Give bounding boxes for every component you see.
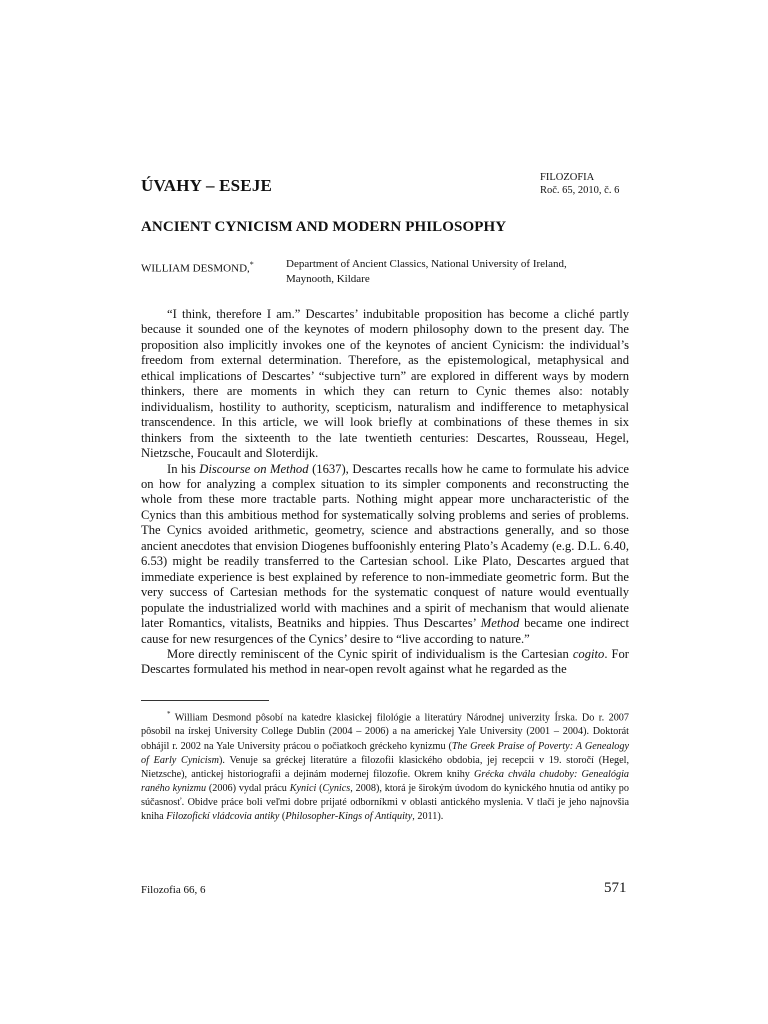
- journal-info: [540, 171, 619, 197]
- article-title: ANCIENT CYNICISM AND MODERN PHILOSOPHY: [141, 219, 507, 235]
- author-footnote-mark: *: [249, 260, 254, 269]
- author-affiliation: [286, 257, 626, 287]
- italic-title: Grécka chvála chudoby: Genealógia raného kynizmu: [141, 768, 629, 794]
- text-run: , 2011).: [412, 811, 444, 823]
- italic-term: cogito: [572, 646, 605, 661]
- italic-title: Kynici: [289, 782, 317, 794]
- footnote: [141, 707, 629, 824]
- text-run: , 2008), ktorá je širokým úvodom do kynického hnutia od antiky po súčasnosť. Obidve práce boli veľmi dobre prijaté odborníkmi v oblasti antického myslenia. V tlači je jeho najnovšia kniha: [141, 782, 629, 823]
- author-name: WILLIAM DESMOND,: [141, 262, 250, 275]
- journal-name: FILOZOFIA: [540, 172, 595, 183]
- text-run: (: [316, 782, 323, 794]
- text-run: William Desmond pôsobí na katedre klasickej filológie a literatúry Národnej univerzity Írska. Do r. 2007 pôsobil na írskej University College Dublin (2004 – 2006) a na americkej Yale University (2001 – 2004). Doktorát obhájil r. 2002 na Yale University prácou o počiatkoch gréckeho kynizmu (: [141, 712, 629, 752]
- running-footer: Filozofia 66, 6: [141, 884, 206, 896]
- paragraph-3: [141, 647, 629, 678]
- affiliation-line-1: Department of Ancient Classics, National University of Ireland,: [286, 258, 567, 270]
- article-body: [141, 307, 629, 678]
- journal-issue: Roč. 65, 2010, č. 6: [540, 185, 620, 196]
- text-run: (1637), Descartes recalls how he came to formulate his advice on how for analyzing a complex situation to its simpler components and reconstructing the whole from these more tractable parts. Nothing might appear more uncharacteristic of the Cynics than this ambitious method for systematically solving problems and series of problems. The Cynics avoided arithmetic, geometry, science and abstractions generally, and so those ancient anecdotes that envision Diogenes buffoonishly entering Plato’s Academy (e.g. D.L. 6.40, 6.53) might be readily transferred to the Cartesian school. Like Plato, Descartes argued that immediate experience is best explained by reference to non-immediate geometric form. But the very success of Cartesian methods for the systematic conquest of nature would eventually populate the industrialized world with machines and a spirit of mechanism that would alienate later Romantics, vitalists, Beatniks and hippies. Thus Descartes’: [141, 461, 630, 631]
- italic-title: Filozofickí vládcovia antiky: [166, 811, 280, 823]
- author-name-line: [141, 257, 254, 277]
- text-run: . For Descartes formulated his method in near-open revolt against what he regarded as the: [141, 646, 629, 677]
- italic-title: Cynics: [322, 782, 351, 794]
- page-number: 571: [604, 880, 627, 896]
- text-run: More directly reminiscent of the Cynic spirit of individualism is the Cartesian: [167, 646, 573, 661]
- italic-title: Philosopher-Kings of Antiquity: [285, 811, 413, 823]
- paragraph-2: [141, 462, 629, 647]
- text-run: (: [279, 811, 286, 823]
- italic-title: Discourse on Method: [199, 461, 309, 476]
- section-title: ÚVAHY – ESEJE: [141, 176, 273, 195]
- italic-title: The Greek Praise of Poverty: A Genealogy of Early Cynicism: [141, 740, 629, 766]
- italic-title: Method: [480, 616, 520, 631]
- text-run: In his: [167, 461, 200, 476]
- affiliation-line-2: Maynooth, Kildare: [286, 273, 370, 285]
- paragraph-1: “I think, therefore I am.” Descartes’ indubitable proposition has become a cliché partly because it sounded one of the keynotes of modern philosophy down to the present day. The proposition also implicitly invokes one of the keynotes of ancient Cynicism: the individual’s freedom from external determination. Therefore, as the epistemological, metaphysical and ethical implications of Descartes’ “subjective turn” are explored in different ways by modern thinkers, there are moments in which they can return to Cynic themes also: notably individualism, hostility to authority, scepticism, naturalism and indifference to metaphysical transcendence. In this article, we will look briefly at combinations of these themes in six thinkers from the sixteenth to the late twentieth centuries: Descartes, Rousseau, Hegel, Nietzsche, Foucault and Sloterdijk.: [141, 307, 629, 461]
- text-run: (2006) vydal prácu: [206, 782, 290, 794]
- footnote-divider: [141, 700, 269, 701]
- footnote-mark: *: [167, 710, 171, 718]
- text-run: ). Venuje sa gréckej literatúre a filozofii klasického obdobia, jej recepcii v 19. storočí (Hegel, Nietzsche), antickej historiografii a dejinám modernej filozofie. Okrem knihy: [141, 754, 629, 780]
- text-run: became one indirect cause for new resurgences of the Cynics’ desire to “live according to nature.”: [141, 616, 630, 646]
